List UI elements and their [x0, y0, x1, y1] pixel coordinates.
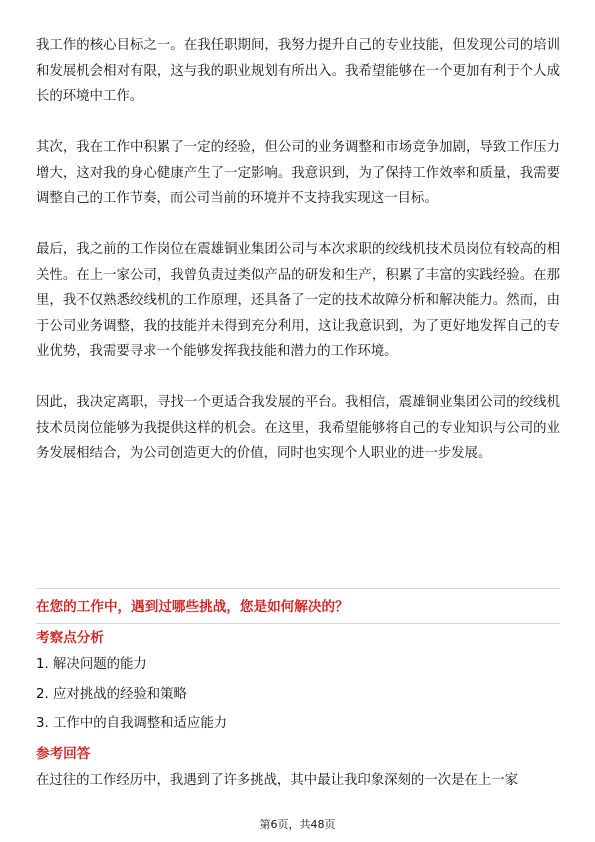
answer-heading: 参考回答 [36, 746, 91, 762]
analysis-item: 3. 工作中的自我调整和适应能力 [36, 716, 228, 731]
answer-text: 在过往的工作经历中，我遇到了许多挑战，其中最让我印象深刻的一次是在上一家 [36, 773, 519, 788]
paragraph: 其次，我在工作中积累了一定的经验，但公司的业务调整和市场竞争加剧，导致工作压力增大，这对我的身心健康产生了一定影响。我意识到，为了保持工作效率和质量，我需要调整自己的工作节奏，而公司当前的环境并不支持我实现这一目标。 [36, 140, 560, 206]
divider [36, 588, 560, 589]
paragraph: 我工作的核心目标之一。在我任职期间，我努力提升自己的专业技能，但发现公司的培训和发展机会相对有限，这与我的职业规划有所出入。我希望能够在一个更加有利于个人成长的环境中工作。 [36, 38, 560, 104]
paragraph: 因此，我决定离职，寻找一个更适合我发展的平台。我相信，震雄铜业集团公司的绞线机技术员岗位能够为我提供这样的机会。在这里，我希望能够将自己的专业知识与公司的业务发展相结合，为公司创造更大的价值，同时也实现个人职业的进一步发展。 [36, 395, 560, 461]
divider [36, 623, 560, 624]
page-number: 第6页，共48页 [259, 818, 336, 831]
analysis-heading: 考察点分析 [36, 630, 104, 646]
interview-question: 在您的工作中，遇到过哪些挑战，您是如何解决的？ [36, 599, 349, 615]
paragraph: 最后，我之前的工作岗位在震雄铜业集团公司与本次求职的绞线机技术员岗位有较高的相关性。在上一家公司，我曾负责过类似产品的研发和生产，积累了丰富的实践经验。在那里，我不仅熟悉绞线机的工作原理，还具备了一定的技术故障分析和解决能力。然而，由于公司业务调整，我的技能并未得到充分利用，这让我意识到，为了更好地发挥自己的专业优势，我需要寻求一个能够发挥我技能和潜力的工作环境。 [36, 242, 560, 359]
analysis-item: 2. 应对挑战的经验和策略 [36, 687, 187, 702]
analysis-item: 1. 解决问题的能力 [36, 657, 147, 672]
body-text [36, 33, 560, 467]
